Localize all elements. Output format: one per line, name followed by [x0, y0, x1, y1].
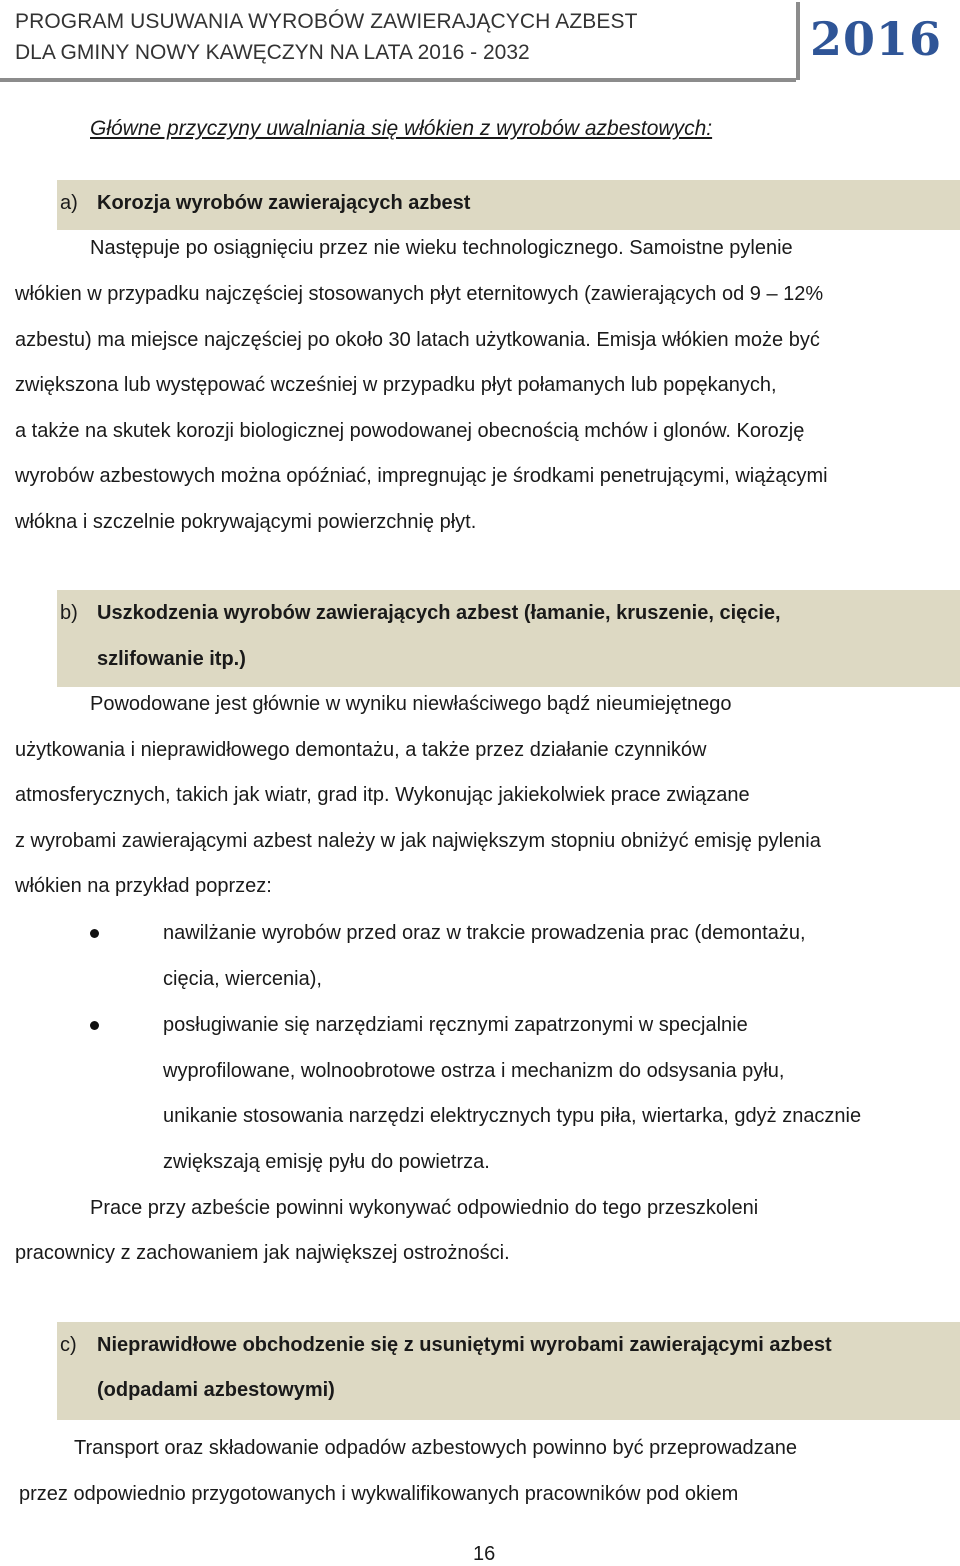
item-a-line: wyrobów azbestowych można opóźniać, impregnując je środkami penetrującymi, wiążącymi	[15, 465, 828, 487]
item-b-heading-line2: szlifowanie itp.)	[97, 648, 246, 670]
page-header	[0, 0, 960, 82]
item-b-closing-line: Prace przy azbeście powinni wykonywać odpowiednio do tego przeszkoleni	[90, 1197, 759, 1219]
item-a-line: a także na skutek korozji biologicznej powodowanej obecnością mchów i glonów. Korozję	[15, 420, 805, 442]
item-b-heading-line1: Uszkodzenia wyrobów zawierających azbest (łamanie, kruszenie, cięcie,	[97, 602, 781, 624]
bullet-icon	[90, 929, 99, 938]
item-a-line: włókien w przypadku najczęściej stosowanych płyt eternitowych (zawierających od 9 – 12%	[15, 283, 824, 305]
item-c-line: przez odpowiednio przygotowanych i wykwalifikowanych pracowników pod okiem	[19, 1483, 739, 1505]
item-b-label: b)	[60, 602, 78, 624]
bullet-line: unikanie stosowania narzędzi elektrycznych typu piła, wiertarka, gdyż znacznie	[163, 1105, 862, 1127]
item-c-heading-line1: Nieprawidłowe obchodzenie się z usuniętymi wyrobami zawierającymi azbest	[97, 1334, 832, 1356]
item-c-label: c)	[60, 1334, 77, 1356]
item-a-line: włókna i szczelnie pokrywającymi powierzchnię płyt.	[15, 511, 477, 533]
item-b-closing-line: pracownicy z zachowaniem jak największej ostrożności.	[15, 1242, 510, 1264]
item-c-line: Transport oraz składowanie odpadów azbestowych powinno być przeprowadzane	[74, 1437, 798, 1459]
bullet-line: posługiwanie się narzędziami ręcznymi zapatrzonymi w specjalnie	[163, 1014, 748, 1036]
header-divider	[796, 2, 800, 80]
item-b-line: atmosferycznych, takich jak wiatr, grad itp. Wykonując jakiekolwiek prace związane	[15, 784, 750, 806]
item-b-line: z wyrobami zawierającymi azbest należy w jak największym stopniu obniżyć emisję pylenia	[15, 830, 821, 852]
item-c-heading-line2: (odpadami azbestowymi)	[97, 1379, 335, 1401]
section-title: Główne przyczyny uwalniania się włókien z wyrobów azbestowych:	[90, 117, 713, 140]
item-b-line: Powodowane jest głównie w wyniku niewłaściwego bądź nieumiejętnego	[90, 693, 732, 715]
item-a-heading: Korozja wyrobów zawierających azbest	[97, 192, 471, 214]
bullet-line: cięcia, wiercenia),	[163, 968, 322, 990]
item-a-line: azbestu) ma miejsce najczęściej po około 30 latach użytkowania. Emisja włókien może być	[15, 329, 820, 351]
header-year: 2016	[810, 12, 943, 66]
item-b-line: użytkowania i nieprawidłowego demontażu, a także przez działanie czynników	[15, 739, 707, 761]
bullet-line: wyprofilowane, wolnoobrotowe ostrza i mechanizm do odsysania pyłu,	[163, 1060, 785, 1082]
bullet-line: zwiększają emisję pyłu do powietrza.	[163, 1151, 490, 1173]
page-number: 16	[473, 1543, 496, 1565]
header-rule	[0, 78, 796, 82]
header-title-line2: DLA GMINY NOWY KAWĘCZYN NA LATA 2016 - 2032	[15, 41, 530, 64]
item-a-line: Następuje po osiągnięciu przez nie wieku technologicznego. Samoistne pylenie	[90, 237, 793, 259]
header-title-line1: PROGRAM USUWANIA WYROBÓW ZAWIERAJĄCYCH AZBEST	[15, 10, 638, 33]
item-a-label: a)	[60, 192, 78, 214]
item-a-line: zwiększona lub występować wcześniej w przypadku płyt połamanych lub popękanych,	[15, 374, 777, 396]
bullet-line: nawilżanie wyrobów przed oraz w trakcie prowadzenia prac (demontażu,	[163, 922, 806, 944]
bullet-icon	[90, 1021, 99, 1030]
item-b-line: włókien na przykład poprzez:	[15, 875, 272, 897]
